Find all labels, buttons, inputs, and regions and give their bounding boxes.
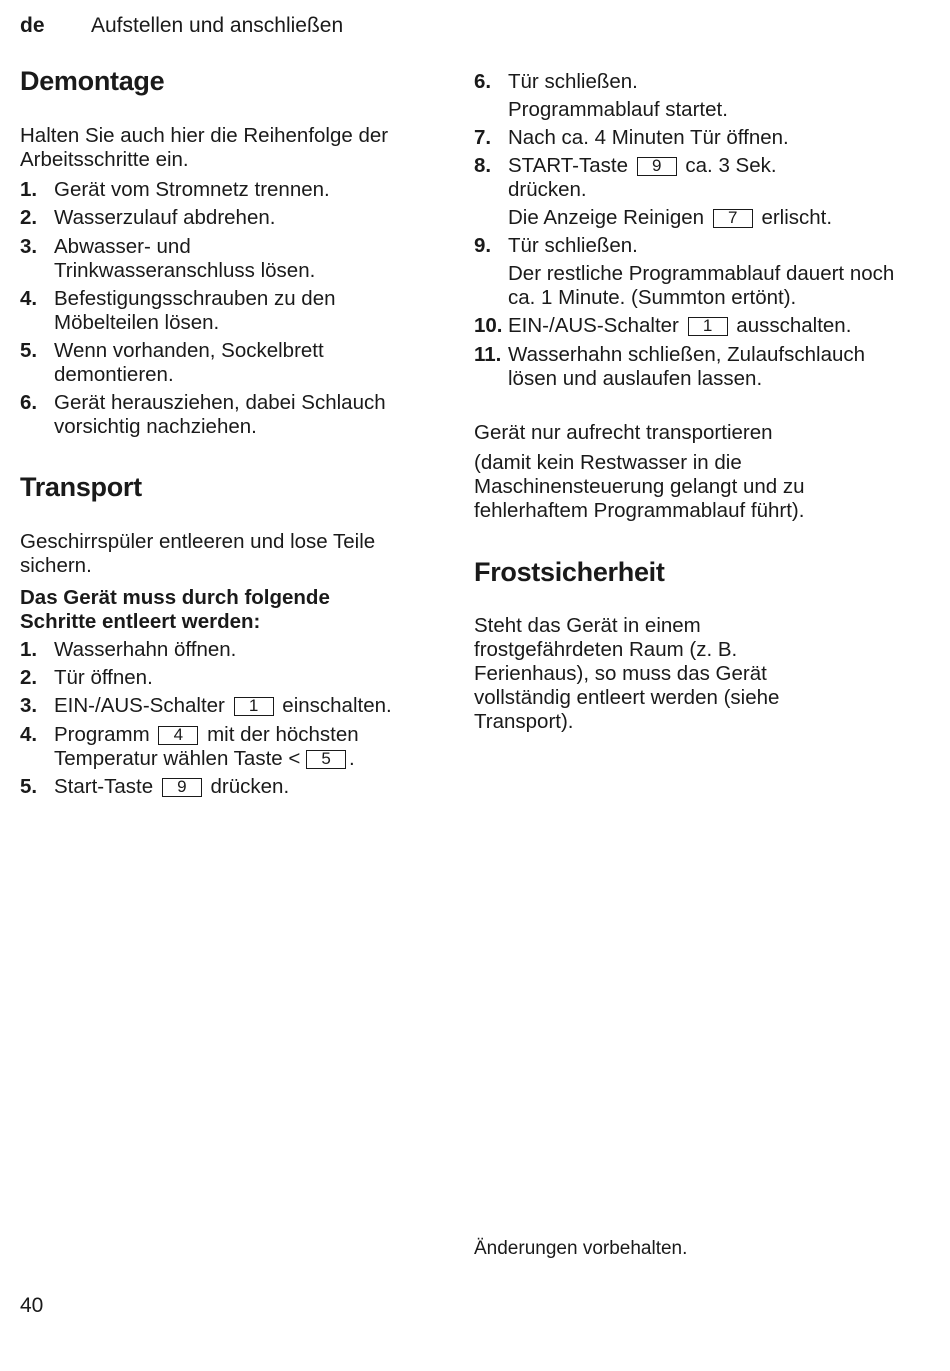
demontage-intro: Halten Sie auch hier die Reihenfolge der Arbeitsschritte ein. [20,124,389,171]
list-item: 6. Gerät herausziehen, dabei Schlauch vorsichtig nachziehen. [20,391,386,438]
list-item: 5. Start-Taste 9 drücken. [20,775,290,798]
key-symbol: 1 [688,317,728,336]
transport-heading: Transport [20,472,142,502]
section-title: Aufstellen und anschließen [91,14,344,37]
list-item: 1. Gerät vom Stromnetz trennen. [20,178,330,201]
list-item: 4. Programm 4 mit der höchsten Temperatur wählen Taste < 5 . [20,723,359,770]
page-number: 40 [20,1294,44,1317]
key-symbol: 5 [306,750,346,769]
list-item: 2. Wasserzulauf abdrehen. [20,206,276,229]
transport-note: Gerät nur aufrecht transportieren [474,421,773,444]
list-item: 9. Tür schließen. Der restliche Programmablauf dauert noch ca. 1 Minute. (Summton ertönt). [474,234,895,309]
list-item: 10. EIN-/AUS-Schalter 1 ausschalten. [474,314,852,337]
footer-note: Änderungen vorbehalten. [474,1238,688,1259]
page-header [20,14,343,38]
list-item: 5. Wenn vorhanden, Sockelbrett demontieren. [20,339,324,386]
demontage-heading: Demontage [20,66,165,96]
list-item: 6. Tür schließen. Programmablauf startet. [474,70,728,121]
list-item: 3. EIN-/AUS-Schalter 1 einschalten. [20,694,392,717]
key-symbol: 9 [637,157,677,176]
list-item: 1. Wasserhahn öffnen. [20,638,237,661]
language-code: de [20,14,45,37]
list-item: 2. Tür öffnen. [20,666,153,689]
transport-note-detail: (damit kein Restwasser in die Maschinensteuerung gelangt und zu fehlerhaftem Programmablauf führt). [474,451,805,522]
list-item: 11. Wasserhahn schließen, Zulaufschlauch lösen und auslaufen lassen. [474,343,866,390]
transport-bold-intro: Das Gerät muss durch folgende Schritte entleert werden: [20,586,330,633]
list-item: 8. START-Taste 9 ca. 3 Sek. drücken. [474,154,777,201]
key-symbol: 9 [162,778,202,797]
key-symbol: 1 [234,697,274,716]
key-symbol: 4 [158,726,198,745]
list-item: 4. Befestigungsschrauben zu den Möbelteilen lösen. [20,287,336,334]
list-item-sub: Die Anzeige Reinigen 7 erlischt. [508,206,833,229]
list-item: 3. Abwasser- und Trinkwasseranschluss lösen. [20,235,316,282]
key-symbol: 7 [713,209,753,228]
transport-intro: Geschirrspüler entleeren und lose Teile sichern. [20,530,376,577]
frost-text: Steht das Gerät in einem frostgefährdeten Raum (z. B. Ferienhaus), so muss das Gerät vollständig entleert werden (siehe Transport). [474,614,780,733]
frost-heading: Frostsicherheit [474,557,665,587]
list-item: 7. Nach ca. 4 Minuten Tür öffnen. [474,126,789,149]
